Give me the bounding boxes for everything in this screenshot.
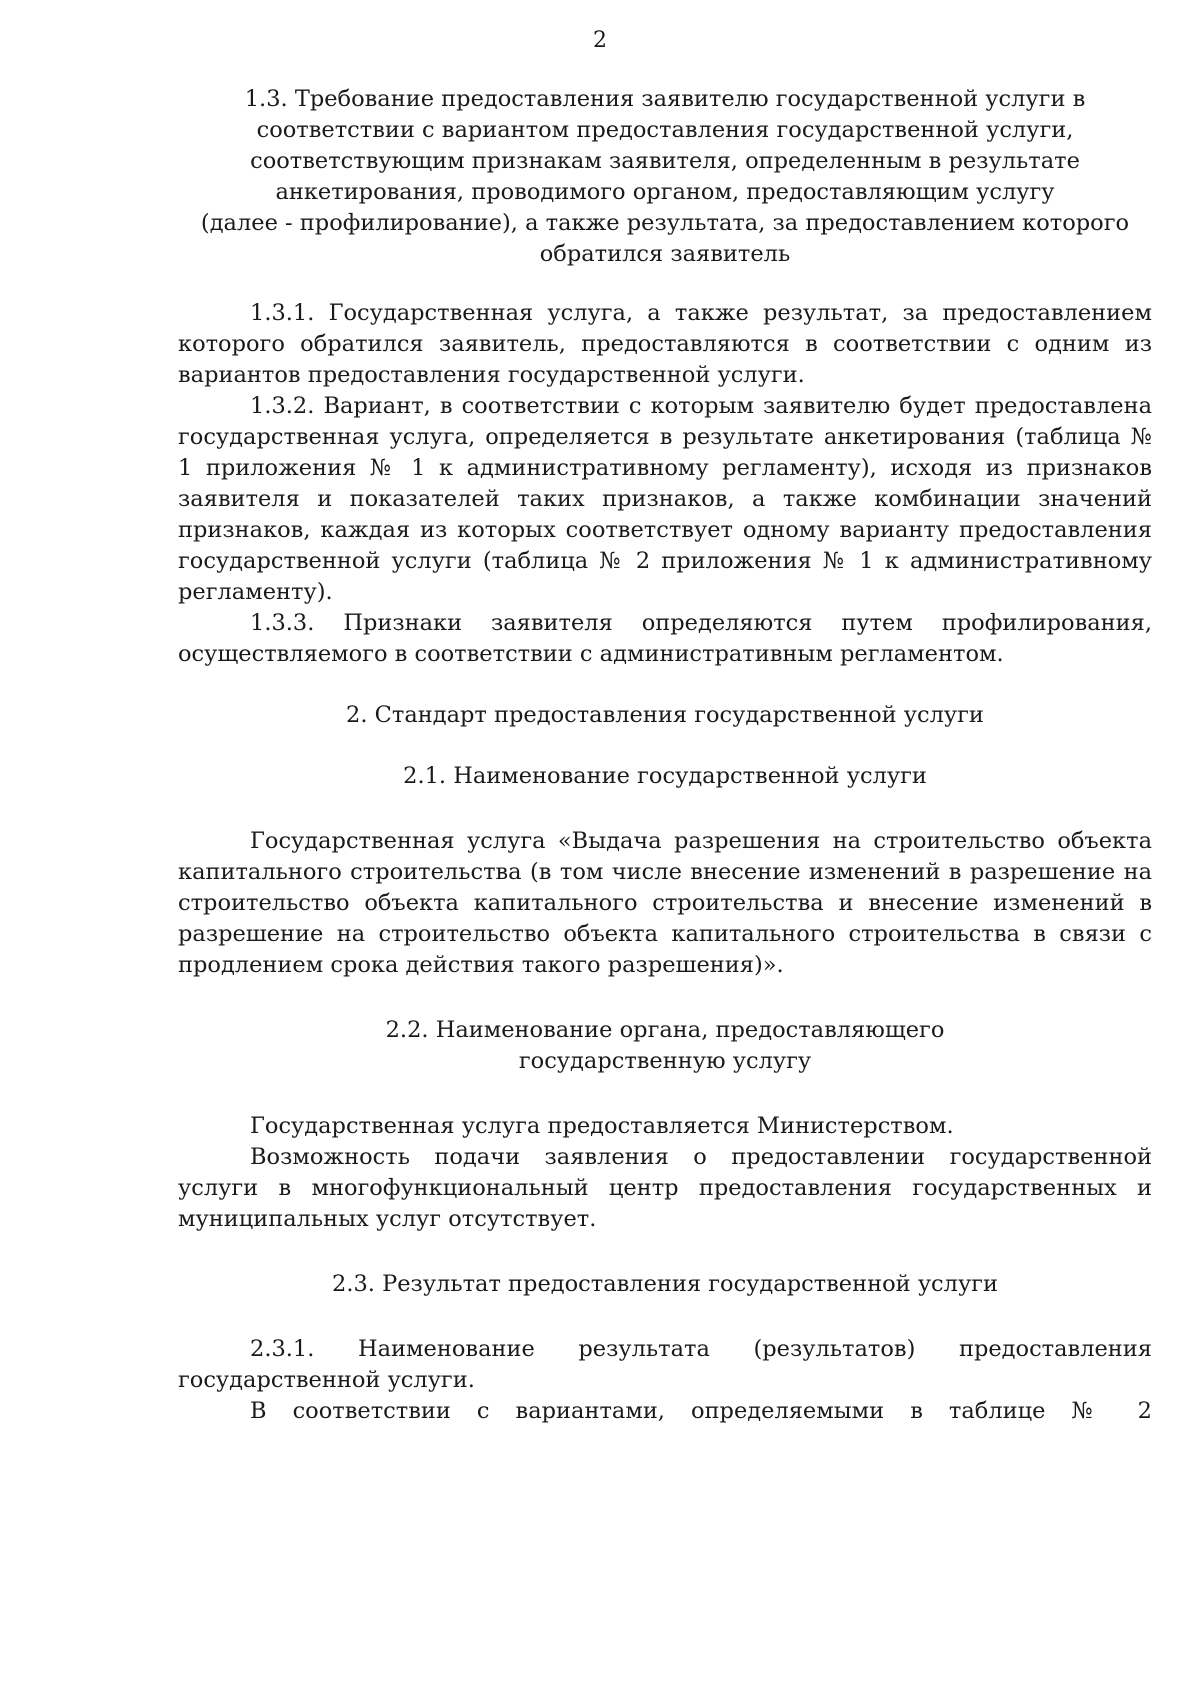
document-body [178, 84, 1152, 1427]
heading-line: 2.2. Наименование органа, предоставляющего [385, 1017, 945, 1043]
paragraph-2-1-body: Государственная услуга «Выдача разрешения на строительство объекта капитального строительства (в том числе внесение изменений в разрешение на строительство объекта капитального строительства и внесение изменений в разрешение на строительство объекта капитального строительства в связи с продлением срока действия такого разрешения)». [178, 828, 1152, 978]
paragraph-1-3-2: 1.3.2. Вариант, в соответствии с которым заявителю будет предоставлена государственная услуга, определяется в результате анкетирования (таблица № 1 приложения № 1 к административному регламенту), исходя из признаков заявителя и показателей таких признаков, а также комбинации значений признаков, каждая из которых соответствует одному варианту предоставления государственной услуги (таблица № 2 приложения № 1 к административному регламенту). [178, 393, 1152, 605]
heading-line: 1.3. Требование предоставления заявителю государственной услуги в [244, 86, 1086, 112]
heading-line: соответствии с вариантом предоставления государственной услуги, [256, 117, 1074, 143]
page-number: 2 [593, 28, 607, 53]
heading-line: обратился заявитель [539, 241, 791, 267]
section-2-3-heading: 2.3. Результат предоставления государственной услуги [332, 1271, 998, 1297]
paragraph-2-3-tail: В соответствии с вариантами, определяемыми в таблице № 2 [250, 1398, 1152, 1424]
paragraph-2-2-body-2: Возможность подачи заявления о предоставлении государственной услуги в многофункциональный центр предоставления государственных и муниципальных услуг отсутствует. [178, 1144, 1152, 1232]
section-2-heading: 2. Стандарт предоставления государственной услуги [346, 702, 984, 728]
section-2-1-heading: 2.1. Наименование государственной услуги [403, 763, 927, 789]
heading-line: анкетирования, проводимого органом, предоставляющим услугу [275, 179, 1055, 205]
paragraph-1-3-1: 1.3.1. Государственная услуга, а также результат, за предоставлением которого обратился заявитель, предоставляются в соответствии с одним из вариантов предоставления государственной услуги. [178, 300, 1152, 388]
heading-line: (далее - профилирование), а также результата, за предоставлением которого [200, 210, 1130, 236]
section-2-2-heading [178, 1015, 1152, 1077]
paragraph-1-3-3: 1.3.3. Признаки заявителя определяются путем профилирования, осуществляемого в соответствии с административным регламентом. [178, 610, 1152, 667]
section-1-3-heading [178, 84, 1152, 270]
heading-line: соответствующим признакам заявителя, определенным в результате [250, 148, 1080, 174]
heading-line: государственную услугу [518, 1048, 812, 1074]
paragraph-2-2-body-1: Государственная услуга предоставляется Министерством. [250, 1113, 954, 1139]
paragraph-2-3-1: 2.3.1. Наименование результата (результатов) предоставления государственной услуги. [178, 1336, 1152, 1393]
